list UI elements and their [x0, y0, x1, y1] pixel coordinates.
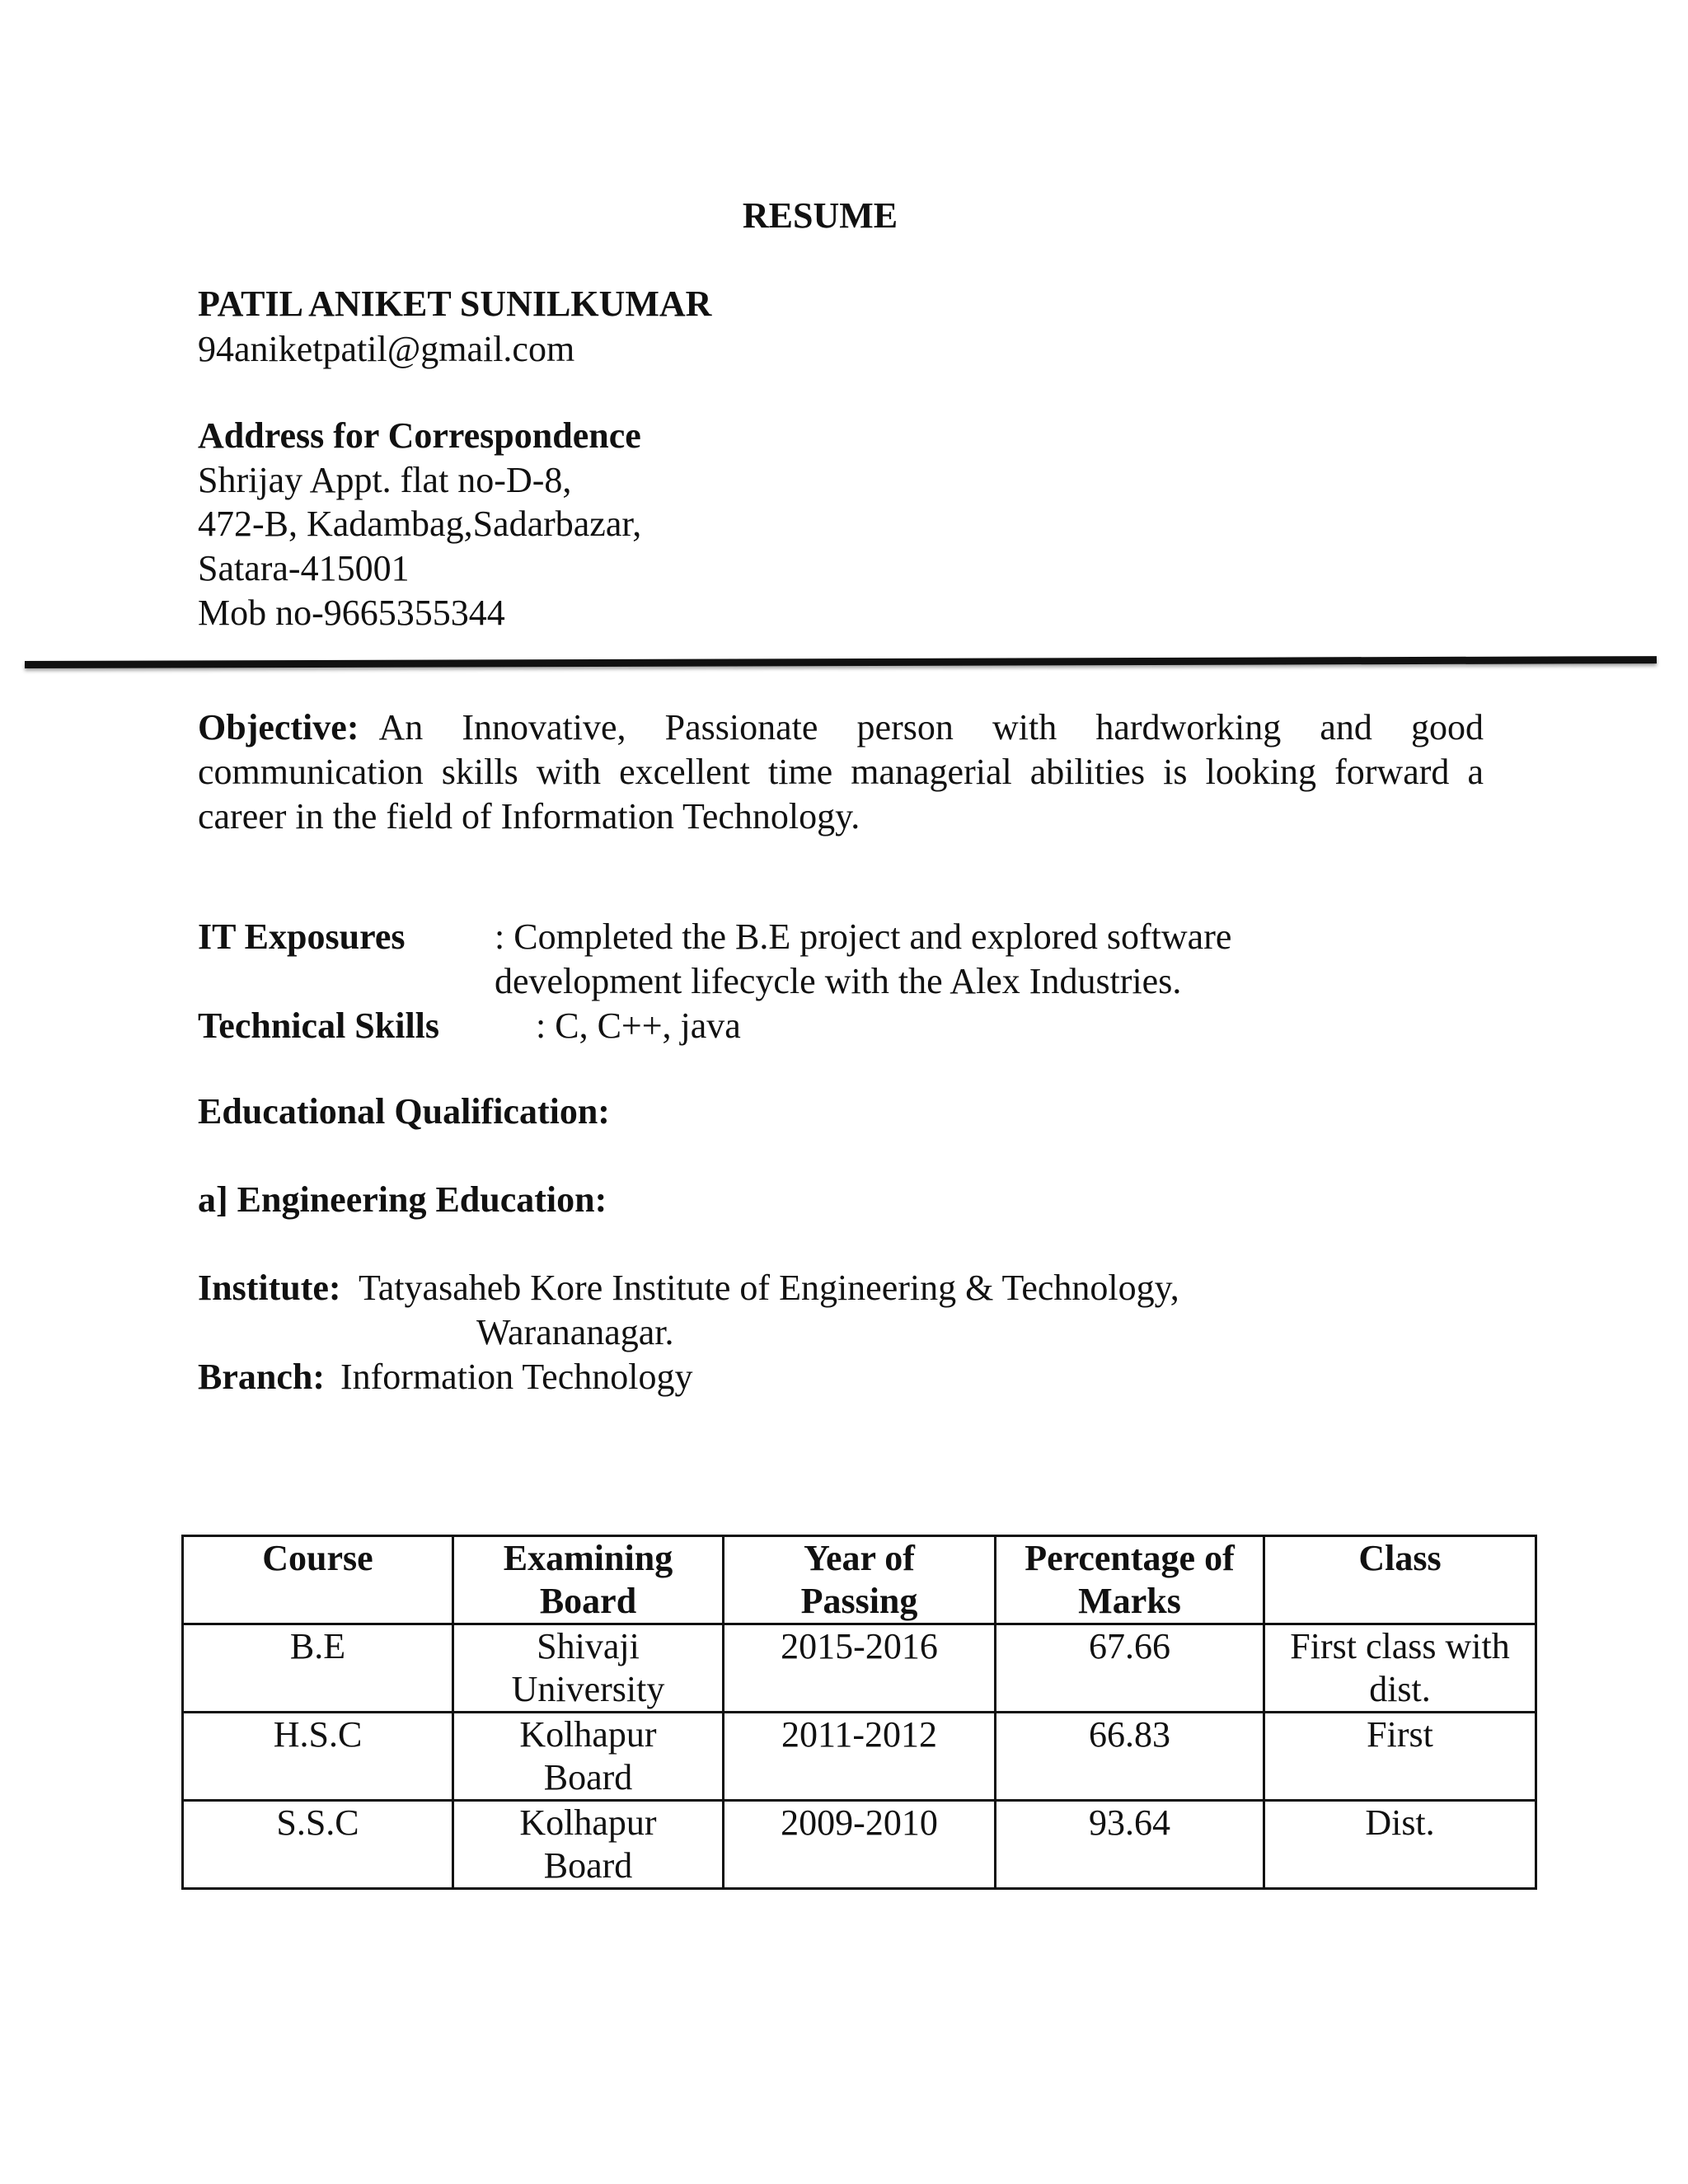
technical-skills-value: : C, C++, java — [536, 1005, 741, 1046]
cell-text: 2011-2012 — [781, 1714, 938, 1755]
cell-text: Kolhapur — [519, 1802, 657, 1843]
cell-year — [724, 1624, 996, 1713]
table-row — [183, 1624, 1536, 1713]
header-text: Examining — [503, 1538, 673, 1578]
cell-percentage — [996, 1713, 1264, 1801]
cell-text: S.S.C — [276, 1802, 359, 1843]
address-line: Satara-415001 — [198, 548, 410, 588]
cell-class — [1264, 1801, 1536, 1889]
cell-text: Board — [543, 1757, 633, 1797]
address-line: Shrijay Appt. flat no-D-8, — [198, 460, 572, 500]
header-course — [183, 1536, 453, 1624]
header-text: Percentage of — [1025, 1538, 1235, 1578]
cell-text: 66.83 — [1089, 1714, 1170, 1755]
objective-text: An Innovative, Passionate person with hardworking and good communication skills with excellent time managerial abilities is looking forward a career in the field of Information Technology. — [198, 707, 1484, 837]
cell-text: University — [511, 1669, 665, 1709]
cell-text: Dist. — [1365, 1802, 1435, 1843]
header-text: Board — [539, 1581, 637, 1621]
header-text: Class — [1358, 1538, 1442, 1578]
cell-text: B.E — [289, 1626, 346, 1666]
cell-board — [453, 1713, 724, 1801]
institute-label: Institute: — [198, 1268, 341, 1308]
cell-year — [724, 1713, 996, 1801]
table-header-row — [183, 1536, 1536, 1624]
cell-text: Board — [543, 1845, 633, 1886]
table-row — [183, 1713, 1536, 1801]
cell-text: First — [1367, 1714, 1433, 1755]
educational-qualification-heading: Educational Qualification: — [198, 1091, 610, 1132]
address-heading: Address for Correspondence — [198, 415, 641, 456]
cell-text: 2015-2016 — [781, 1626, 938, 1666]
cell-board — [453, 1624, 724, 1713]
cell-year — [724, 1801, 996, 1889]
cell-course — [183, 1801, 453, 1889]
header-text: Year of — [804, 1538, 915, 1578]
header-percentage — [996, 1536, 1264, 1624]
header-text: Passing — [800, 1581, 918, 1621]
cell-text: dist. — [1369, 1669, 1431, 1709]
education-table — [181, 1535, 1537, 1890]
cell-class — [1264, 1713, 1536, 1801]
branch-label: Branch: — [198, 1357, 325, 1397]
cell-board — [453, 1801, 724, 1889]
mobile-number: Mob no-9665355344 — [198, 593, 505, 633]
institute-location: Warananagar. — [476, 1312, 674, 1352]
email-address: 94aniketpatil@gmail.com — [198, 329, 575, 369]
cell-text: 93.64 — [1089, 1802, 1170, 1843]
header-text: Marks — [1078, 1581, 1181, 1621]
cell-class — [1264, 1624, 1536, 1713]
technical-skills-label: Technical Skills — [198, 1005, 440, 1046]
cell-text: 2009-2010 — [781, 1802, 938, 1843]
branch-value: Information Technology — [340, 1357, 693, 1397]
cell-text: Kolhapur — [519, 1714, 657, 1755]
cell-course — [183, 1624, 453, 1713]
institute-name: Tatyasaheb Kore Institute of Engineering & Technology, — [359, 1268, 1179, 1308]
header-examining-board — [453, 1536, 724, 1624]
cell-course — [183, 1713, 453, 1801]
section-divider — [25, 656, 1657, 668]
candidate-name: PATIL ANIKET SUNILKUMAR — [198, 284, 712, 324]
it-exposures-text: development lifecycle with the Alex Industries. — [495, 961, 1182, 1001]
engineering-education-heading: a] Engineering Education: — [198, 1179, 607, 1220]
cell-percentage — [996, 1624, 1264, 1713]
table-row — [183, 1801, 1536, 1889]
objective-label: Objective: — [198, 707, 359, 748]
it-exposures-text: : Completed the B.E project and explored software — [495, 916, 1232, 957]
objective-section — [198, 705, 1484, 839]
cell-text: 67.66 — [1089, 1626, 1170, 1666]
header-year-of-passing — [724, 1536, 996, 1624]
it-exposures-label: IT Exposures — [198, 916, 406, 957]
header-class — [1264, 1536, 1536, 1624]
address-line: 472-B, Kadambag,Sadarbazar, — [198, 504, 642, 544]
cell-percentage — [996, 1801, 1264, 1889]
cell-text: H.S.C — [273, 1714, 363, 1755]
header-text: Course — [262, 1538, 373, 1578]
document-title: RESUME — [742, 195, 898, 236]
cell-text: Shivaji — [537, 1626, 640, 1666]
cell-text: First class with — [1290, 1626, 1510, 1666]
